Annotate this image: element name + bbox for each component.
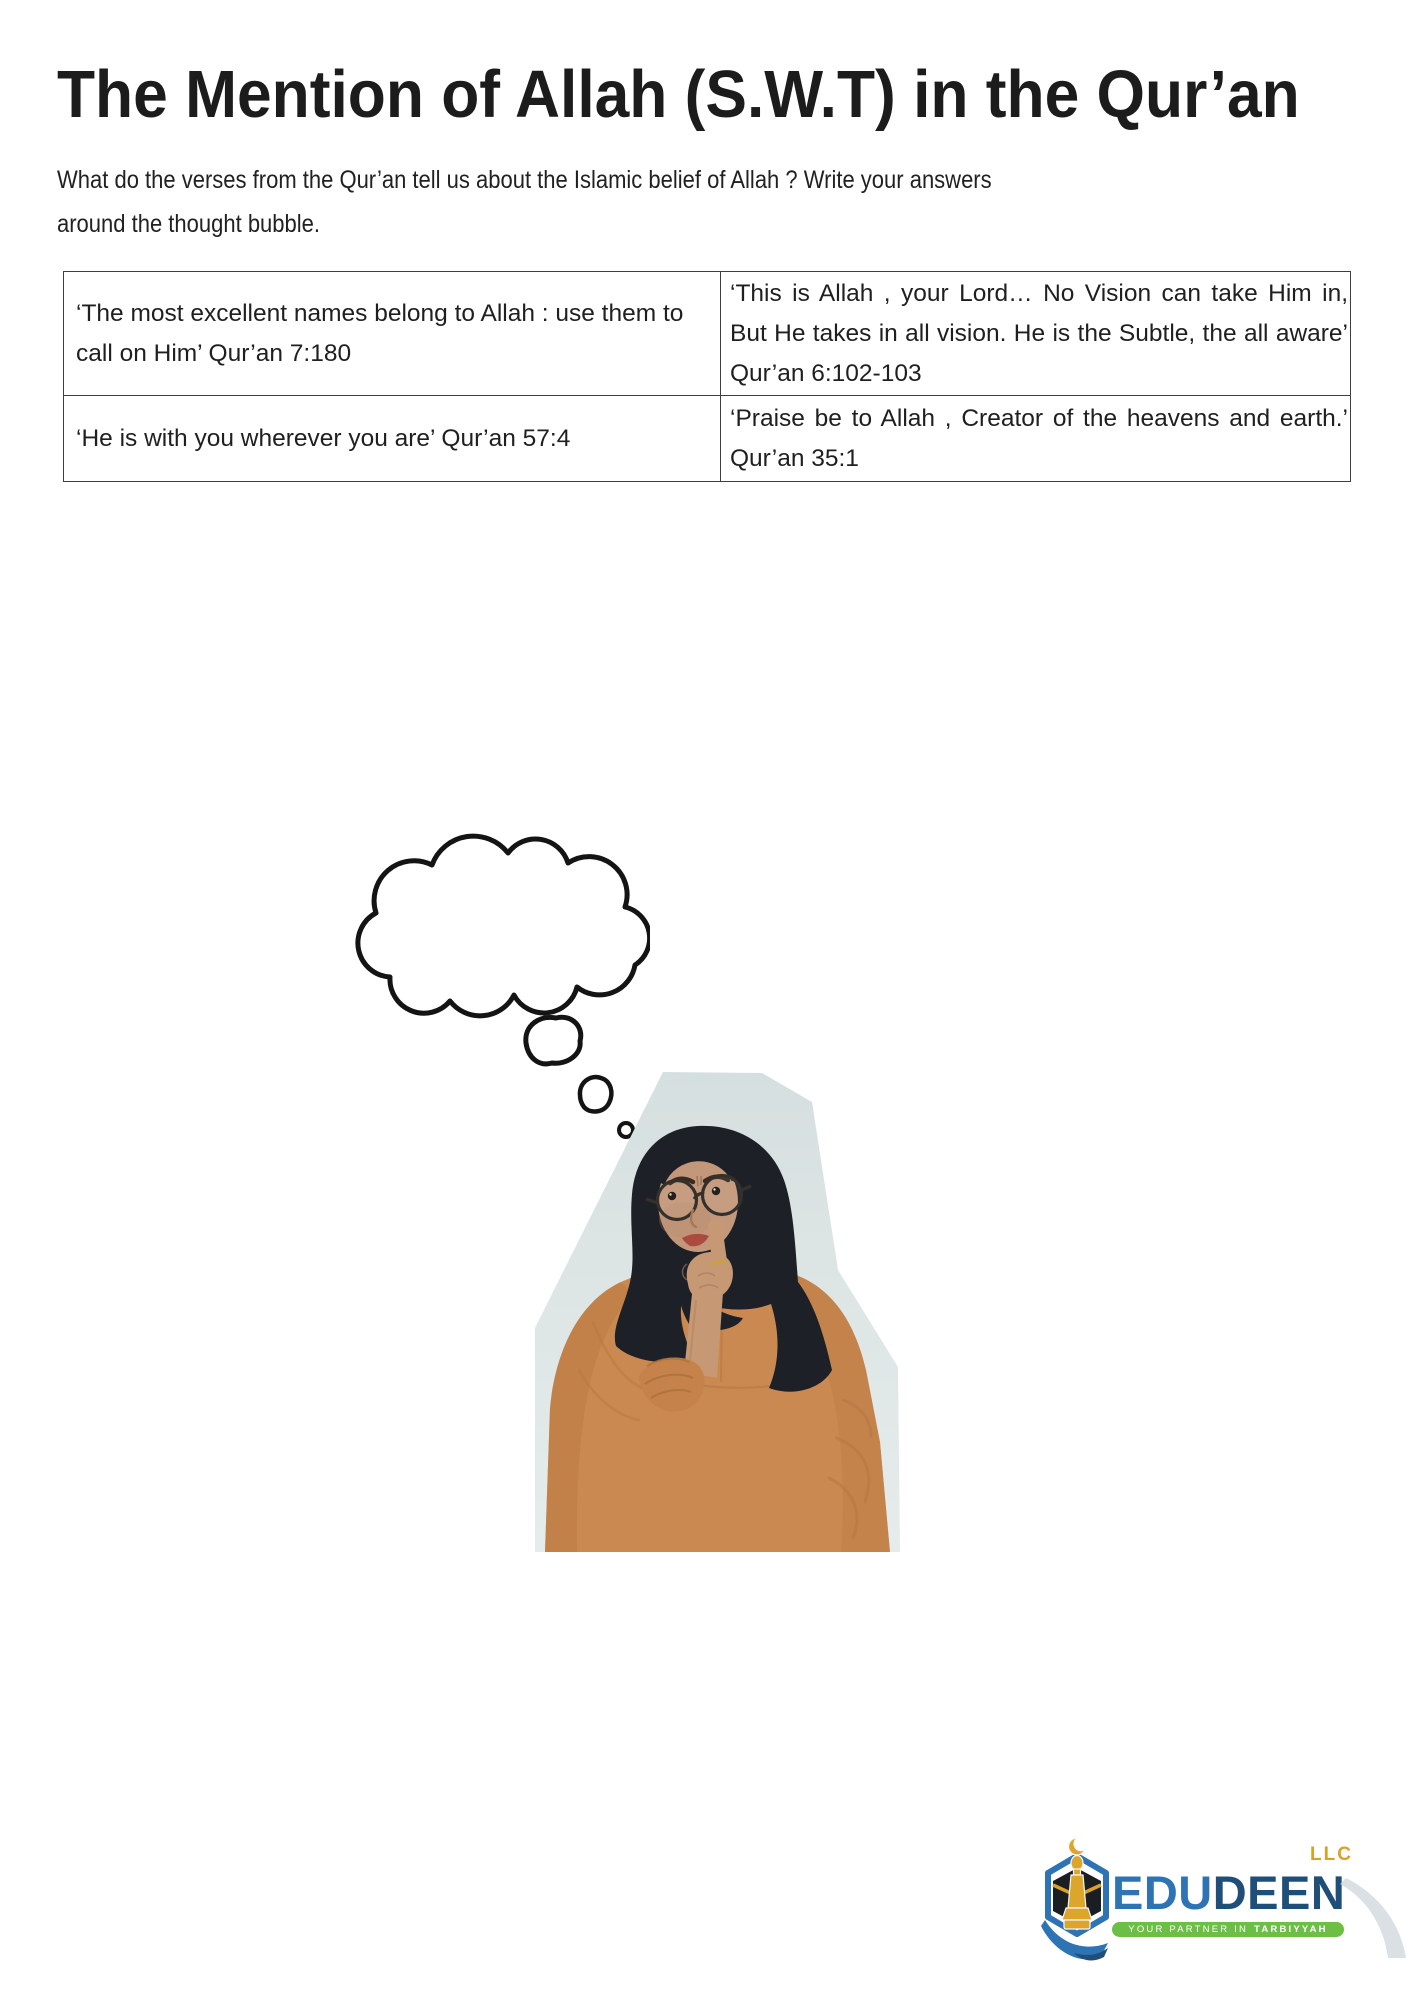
thought-cloud (358, 836, 650, 1016)
llc-label: LLC (1310, 1844, 1353, 1865)
brand-edu: EDU (1112, 1866, 1213, 1919)
instructions (57, 158, 1119, 246)
verse-cell-quran-7-180: ‘The most excellent names belong to Allah : use them to call on Him’ Qur’an 7:180 (64, 272, 721, 396)
thought-bubble-icon (340, 815, 650, 1145)
instructions-line-1: What do the verses from the Qur’an tell us about the Islamic belief of Allah ? Write your answers (57, 166, 992, 194)
mosque-shield-icon (1040, 1836, 1114, 1964)
logo-tail-swoosh (1340, 1878, 1414, 1958)
verse-cell-quran-57-4: ‘He is with you wherever you are’ Qur’an 57:4 (64, 396, 721, 481)
page-title (57, 58, 1393, 132)
verse-cell-quran-35-1: ‘Praise be to Allah , Creator of the heavens and earth.’ Qur’an 35:1 (730, 404, 1348, 472)
tagline-pill (1112, 1922, 1344, 1937)
tagline-regular: YOUR PARTNER IN (1128, 1924, 1249, 1935)
tagline-bold: TARBIYYAH (1254, 1924, 1328, 1935)
thought-trail-dot (619, 1123, 633, 1137)
verse-table (63, 271, 1351, 482)
instructions-line-2: around the thought bubble. (57, 210, 321, 238)
brand-wordmark (1112, 1866, 1345, 1920)
verse-cell-quran-6-102-103: ‘This is Allah , your Lord… No Vision can take Him in, But He takes in all vision. He is the Subtle, the all aware’ Qur’an 6:102-103 (721, 272, 1350, 396)
thought-trail-blob-1 (526, 1017, 581, 1064)
brand-deen: DEEN (1212, 1866, 1346, 1919)
edudeen-logo (1040, 1836, 1414, 1986)
page-title-text: The Mention of Allah (S.W.T) in the Qur’an (57, 57, 1300, 132)
thought-trail-blob-2 (580, 1077, 611, 1111)
